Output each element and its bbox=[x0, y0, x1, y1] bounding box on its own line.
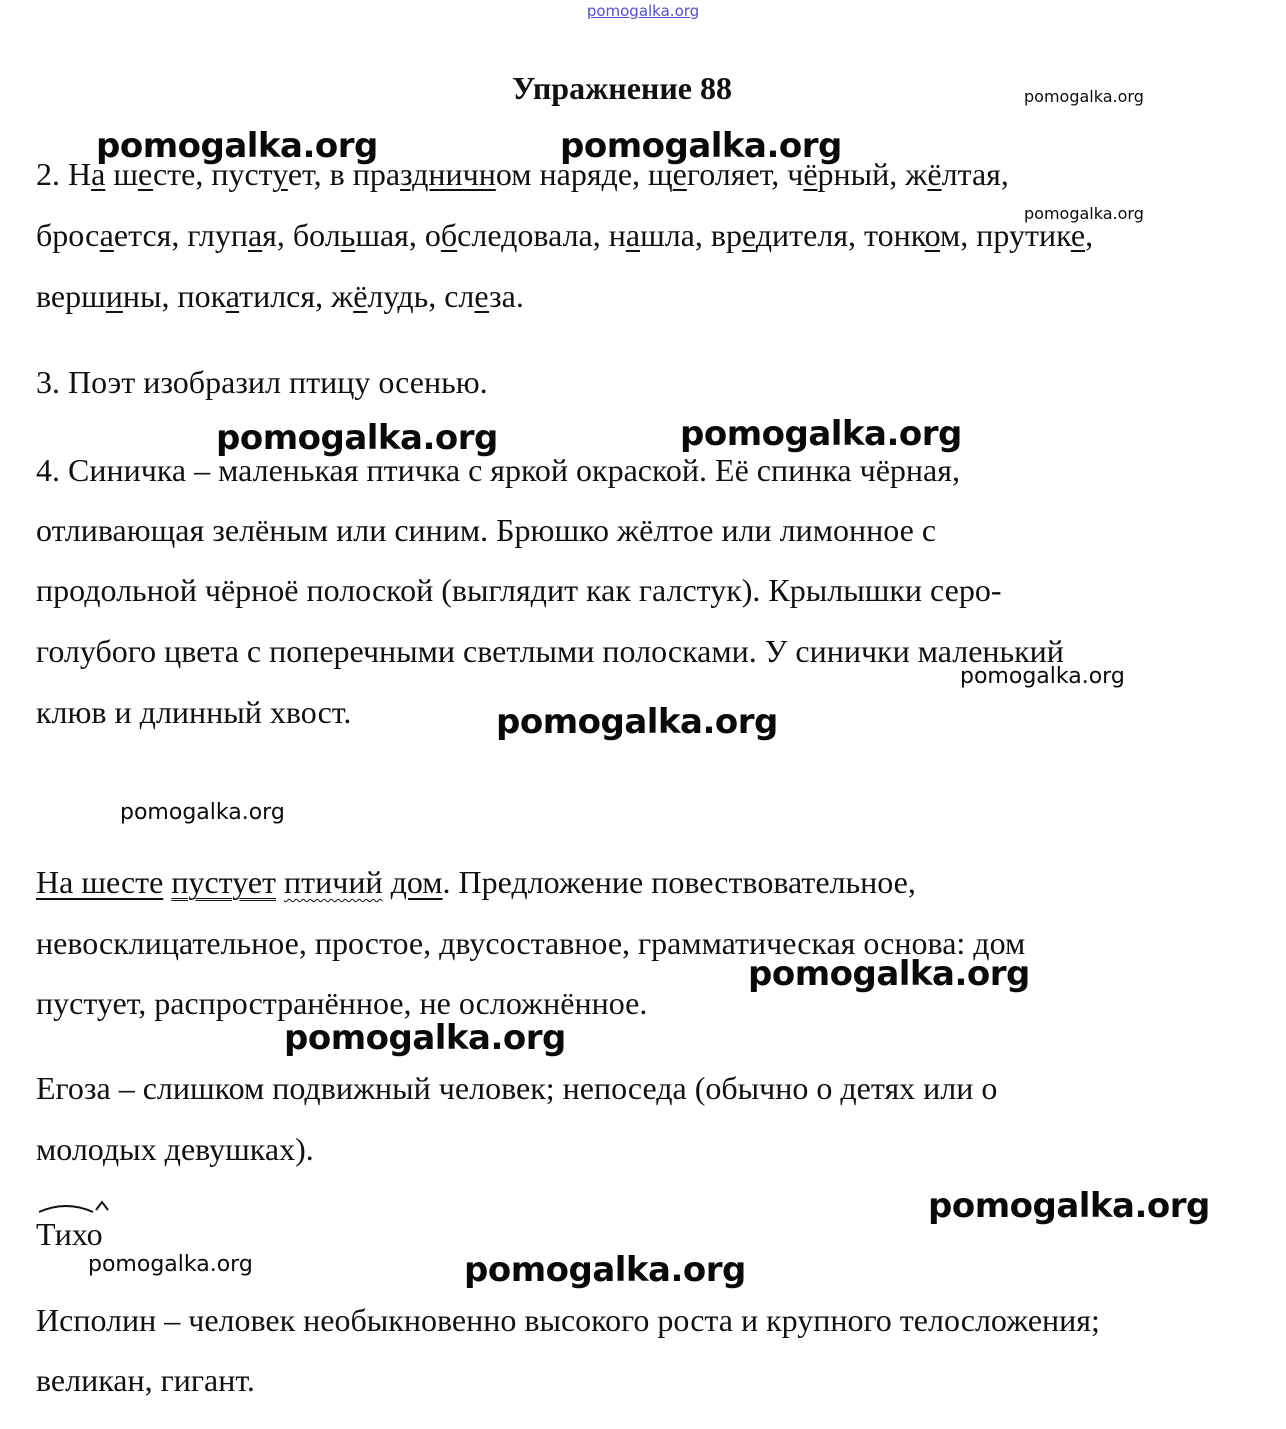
watermark: pomogalka.org bbox=[928, 1186, 1210, 1226]
task4-line-1: 4. Синичка – маленькая птичка с яркой окраской. Её спинка чёрная, bbox=[36, 452, 960, 488]
morpheme-word: Тихо bbox=[36, 1216, 103, 1252]
morpheme-parse bbox=[36, 1214, 103, 1254]
task4-line-2: отливающая зелёным или синим. Брюшко жёлтое или лимонное с bbox=[36, 512, 937, 548]
ispolin-line-2: великан, гигант. bbox=[36, 1362, 255, 1398]
watermark: pomogalka.org bbox=[960, 664, 1125, 689]
exercise-title: Упражнение 88 bbox=[511, 70, 732, 106]
watermark: pomogalka.org bbox=[748, 954, 1030, 994]
ispolin-line-1: Исполин – человек необыкновенно высокого роста и крупного телосложения; bbox=[36, 1302, 1100, 1338]
watermark: pomogalka.org bbox=[1024, 87, 1144, 106]
analysis-line-3: пустует, распространённое, не осложнённое. bbox=[36, 985, 648, 1021]
watermark: pomogalka.org bbox=[560, 126, 842, 166]
watermark: pomogalka.org bbox=[680, 414, 962, 454]
watermark: pomogalka.org bbox=[496, 702, 778, 742]
task4-line-3: продольной чёрноё полоской (выглядит как галстук). Крылышки серо- bbox=[36, 572, 1002, 608]
task3-text: 3. Поэт изобразил птицу осенью. bbox=[36, 364, 488, 400]
watermark: pomogalka.org bbox=[96, 126, 378, 166]
analysis-line-1: На шесте пустует птичий дом. Предложение повествовательное, bbox=[36, 864, 916, 900]
adverbial-underline: На шесте bbox=[36, 864, 164, 900]
task4-line-5: клюв и длинный хвост. bbox=[36, 694, 352, 730]
watermark: pomogalka.org bbox=[120, 800, 285, 825]
source-link[interactable]: pomogalka.org bbox=[586, 2, 700, 20]
predicate-underline: пустует bbox=[171, 864, 276, 900]
watermark: pomogalka.org bbox=[216, 418, 498, 458]
analysis-line-2: невосклицательное, простое, двусоставное, грамматическая основа: дом bbox=[36, 925, 1026, 961]
attribute-underline: птичий bbox=[284, 864, 383, 900]
task2-line-1: 2. На шесте, пустует, в праздничном наряде, щеголяет, чёрный, жёлтая, bbox=[36, 156, 1009, 192]
task2-line-2: бросается, глупая, большая, обследовала, нашла, вредителя, тонком, прутике, bbox=[36, 217, 1094, 253]
task4-line-4: голубого цвета с поперечными светлыми полосками. У синички маленький bbox=[36, 633, 1064, 669]
egoza-line-2: молодых девушках). bbox=[36, 1131, 314, 1167]
watermark: pomogalka.org bbox=[284, 1018, 566, 1058]
watermark: pomogalka.org bbox=[88, 1252, 253, 1277]
watermark: pomogalka.org bbox=[464, 1250, 746, 1290]
watermark: pomogalka.org bbox=[1024, 204, 1144, 223]
task2-line-3: вершины, покатился, жёлудь, слеза. bbox=[36, 278, 524, 314]
root-and-ending-marks bbox=[36, 1198, 116, 1218]
subject-underline: дом bbox=[390, 864, 443, 900]
egoza-line-1: Егоза – слишком подвижный человек; непоседа (обычно о детях или о bbox=[36, 1070, 998, 1106]
